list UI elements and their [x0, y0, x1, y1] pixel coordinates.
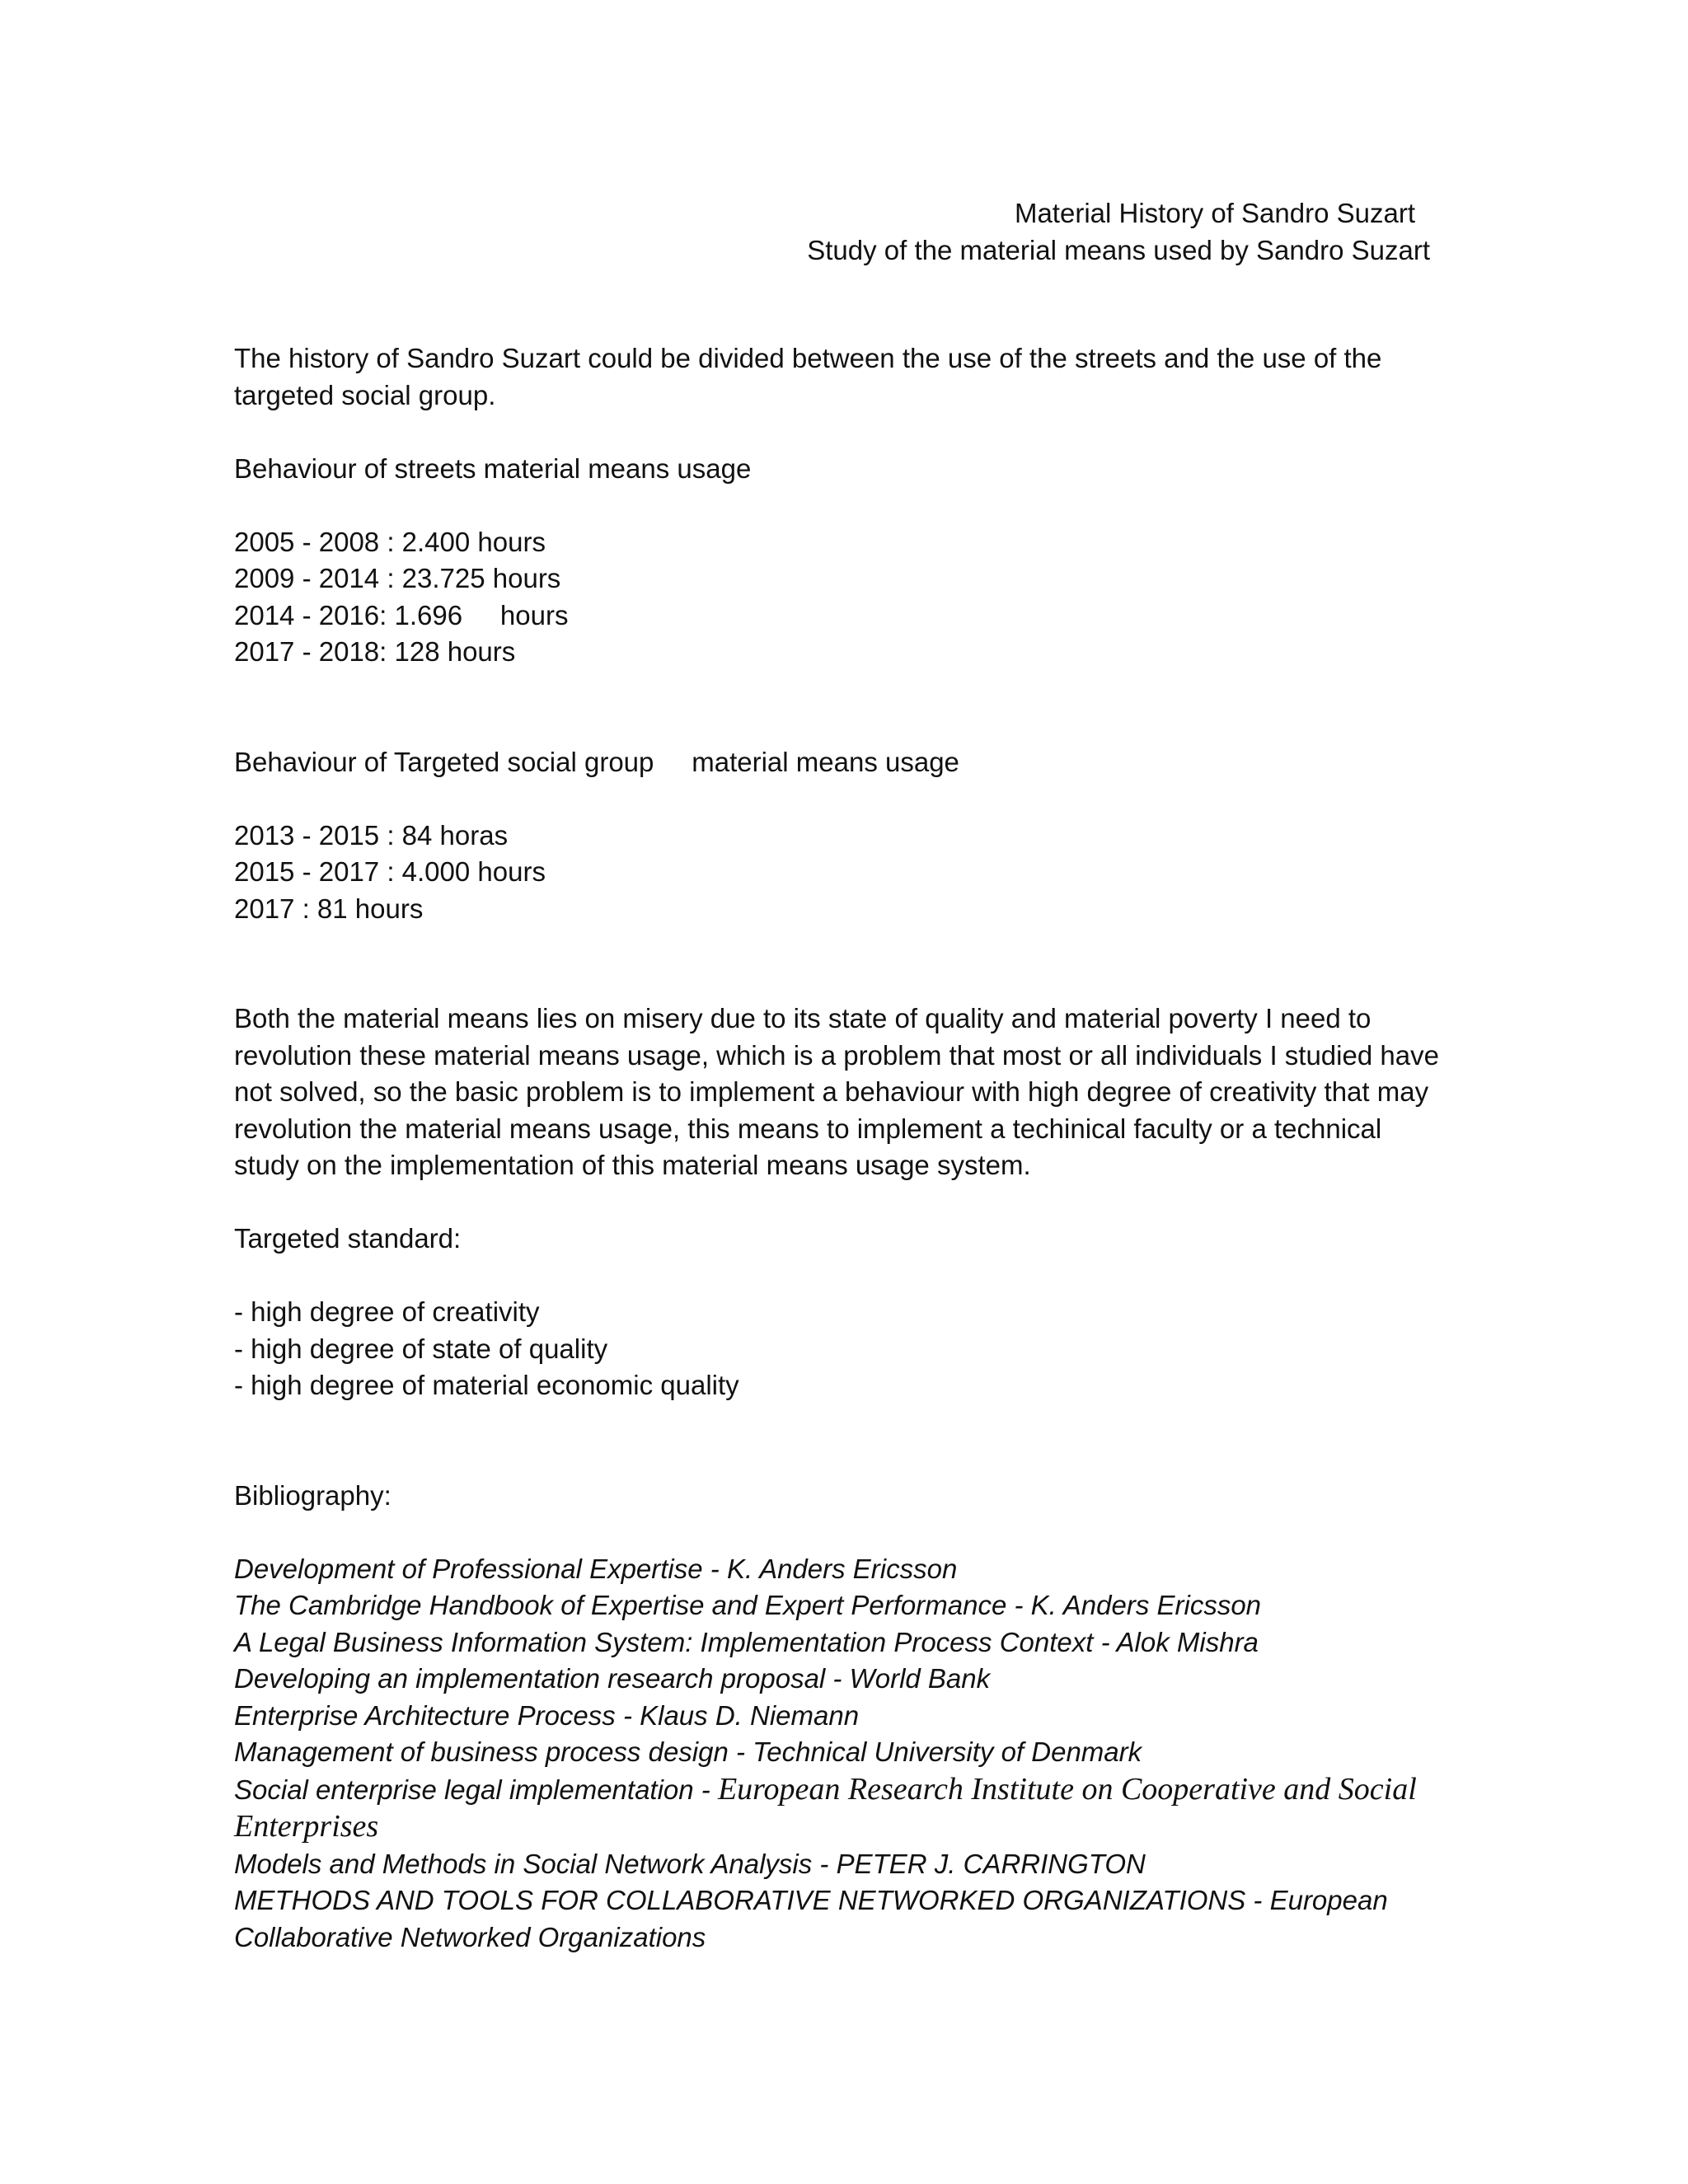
- streets-list: [234, 524, 1446, 671]
- bibliography-list: [234, 1551, 1446, 1957]
- intro-paragraph: The history of Sandro Suzart could be divided between the use of the streets and the use of the targeted social group.: [234, 343, 1382, 410]
- bibliography-item: Models and Methods in Social Network Analysis - PETER J. CARRINGTON: [234, 1848, 1146, 1879]
- bibliography-item: Development of Professional Expertise - K. Anders Ericsson: [234, 1553, 958, 1584]
- list-item: - high degree of material economic quality: [234, 1370, 739, 1400]
- bibliography-item: Management of business process design - Technical University of Denmark: [234, 1736, 1142, 1767]
- list-item: 2013 - 2015 : 84 horas: [234, 819, 509, 851]
- list-item: 2017 : 81 hours: [234, 893, 424, 924]
- bibliography-item: METHODS AND TOOLS FOR COLLABORATIVE NETWORKED ORGANIZATIONS - European Collaborative Networked Organizations: [234, 1885, 1388, 1952]
- bibliography-item: The Cambridge Handbook of Expertise and Expert Performance - K. Anders Ericsson: [234, 1590, 1262, 1620]
- social-group-heading: Behaviour of Targeted social group material means usage: [234, 746, 959, 777]
- list-item: - high degree of creativity: [234, 1296, 540, 1327]
- list-item: 2015 - 2017 : 4.000 hours: [234, 856, 546, 887]
- bibliography-item: A Legal Business Information System: Implementation Process Context - Alok Mishra: [234, 1626, 1259, 1657]
- bibliography-item: Enterprise Architecture Process - Klaus D. Niemann: [234, 1699, 860, 1731]
- list-item: 2009 - 2014 : 23.725 hours: [234, 563, 561, 593]
- bibliography-item-prefix: Social enterprise legal implementation -: [234, 1774, 718, 1805]
- streets-heading: Behaviour of streets material means usage: [234, 452, 752, 484]
- document-subtitle: Study of the material means used by Sandro Suzart: [807, 235, 1430, 265]
- document-title: Material History of Sandro Suzart: [1014, 198, 1415, 228]
- bibliography-item: [234, 1771, 1446, 1846]
- bibliography-item: Developing an implementation research proposal - World Bank: [234, 1663, 991, 1694]
- list-item: 2017 - 2018: 128 hours: [234, 636, 516, 667]
- standard-list: [234, 1294, 1446, 1404]
- list-item: 2014 - 2016: 1.696 hours: [234, 599, 569, 630]
- list-item: 2005 - 2008 : 2.400 hours: [234, 526, 546, 557]
- standard-heading: Targeted standard:: [234, 1223, 462, 1254]
- bibliography-item-publisher: European Research Institute on Cooperative and Social Enterprises: [234, 1771, 1417, 1844]
- document-header: [276, 194, 1430, 269]
- conclusion-paragraph: Both the material means lies on misery due to its state of quality and material poverty I need to revolution these material means usage, which is a problem that most or all individuals I studied have not solved, so the basic problem is to implement a behaviour with high degree of creativity that may revolution the material means usage, this means to implement a techinical faculty or a technical study on the implementation of this material means usage system.: [234, 1003, 1439, 1180]
- document-body: [234, 340, 1446, 1956]
- bibliography-heading: Bibliography:: [234, 1479, 392, 1511]
- social-group-list: [234, 818, 1446, 928]
- list-item: - high degree of state of quality: [234, 1333, 608, 1364]
